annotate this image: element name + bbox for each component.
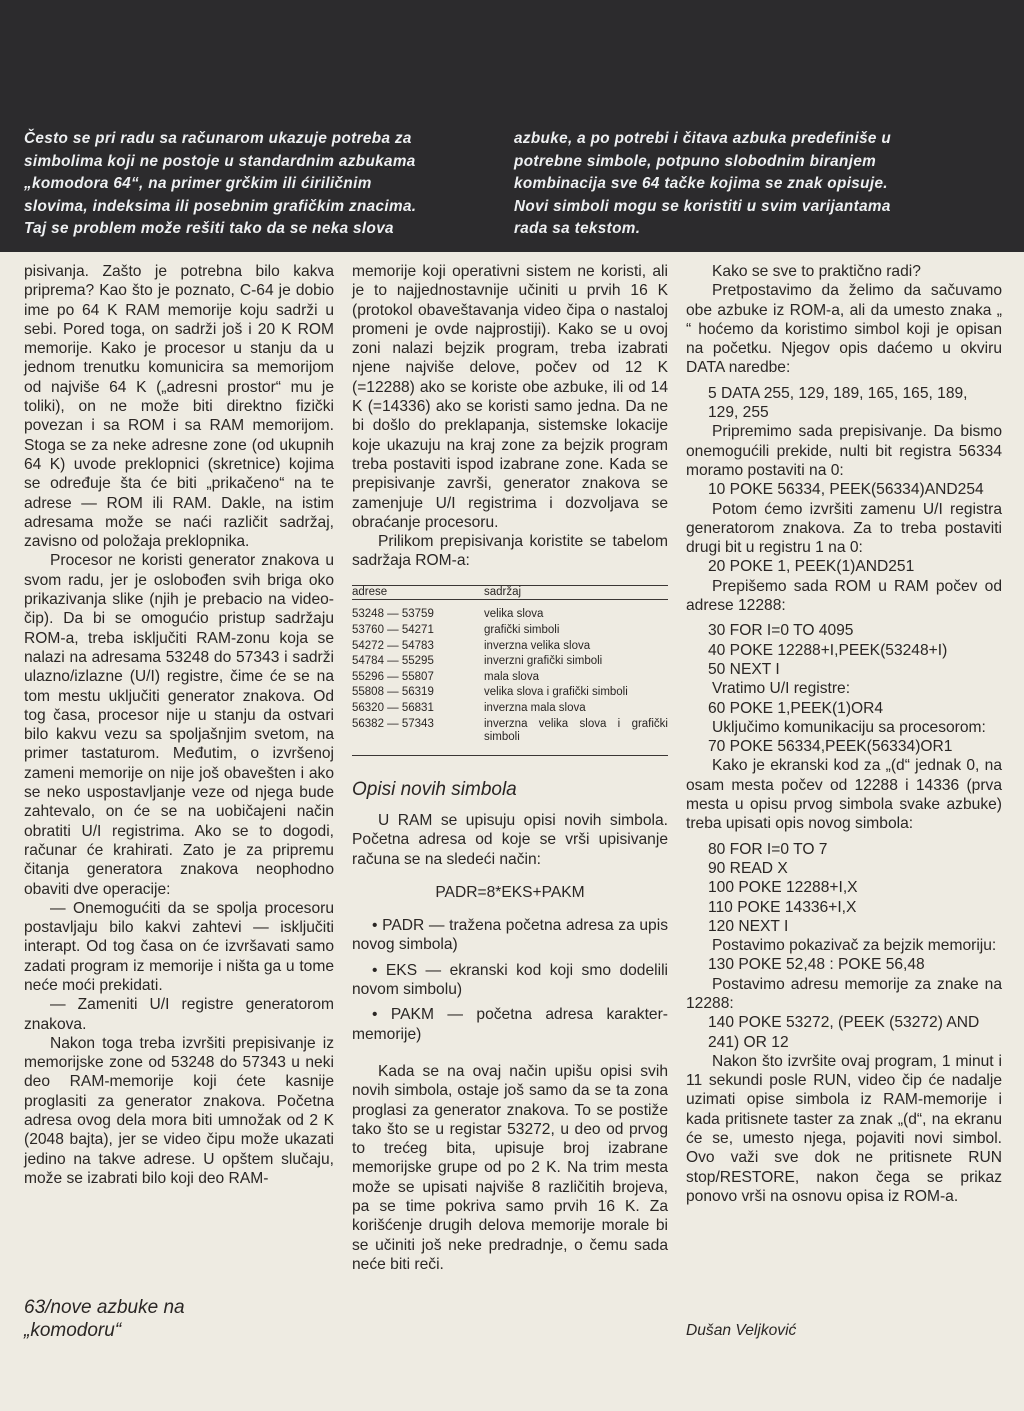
column-1	[24, 262, 334, 1188]
table-row	[352, 640, 668, 656]
code-line-80: 80 FOR I=0 TO 7	[708, 840, 828, 858]
bullet-padr: • PADR — tražena početna adresa za upis novog simbola)	[352, 917, 668, 954]
table-cell-content: inverzna velika slova i grafički simboli	[484, 717, 668, 744]
col3-paragraph-8: Kako je ekranski kod za „(d“ jednak 0, na osam mesta počev od 12288 i 14336 (prva mesta u opisu prvog simbola svake azbuke) treba upisati opis novog simbola:	[686, 757, 1002, 833]
table-cell-content: grafički simboli	[484, 623, 560, 636]
code-line-30: 30 FOR I=0 TO 4095	[708, 622, 854, 640]
col1-paragraph-2: Procesor ne koristi generator znakova u svom radu, jer je oslobođen svih briga oko prikazivanja slike (njih je prebacio na video-čip). Da bi se omogućio pristup sadržaju ROM-a, treba isključiti RAM-zonu koja se nalazi na adresama 53248 do 57343 i sadrži ulazno/izlazne (U/I) registre, čime će se na tom mestu uključiti generator znakova. Od tog časa, procesor nije u stanju da ostvari bilo kakvu vezu sa spoljašnjim svetom, na primer tastaturom. Međutim, o izvršenoj zameni memorije on nije još obavešten i ako se neko uspostavljanje veze od njega bude zahtevalo, on će se na uobičajeni način obratiti U/I registrima. Ako se to dogodi, računar će krahirati. Zato je za pripremu čitanja generatora znakova neophodno obaviti dve operacije:	[24, 552, 334, 898]
col2-paragraph-3: U RAM se upisuju opisi novih simbola. Početna adresa od koje se vrši upisivanje računa se na sledeći način:	[352, 811, 668, 868]
col3-question: Kako se sve to praktično radi?	[712, 263, 921, 280]
lead-right-line-1: azbuke, a po potrebi i čitava azbuka predefiniše u	[514, 130, 892, 147]
col2-paragraph-4: Kada se na ovaj način upišu opisi svih novih simbola, ostaje još samo da se ta zona proglasi za generator znakova. To se postiže tako što se u registar 53272, u deo od prvog to trećeg bita, upisuje broj izabrane memorijske grupe od po 2 K. Na trim mesta može se upisati najviše 8 različitih brojeva, pa se time pokriva samo prvih 16 K. Za korišćenje drugih delova memorije morale bi se učiniti još neke predradnje, o čemu sada neće biti reči.	[352, 1062, 668, 1273]
col3-paragraph-5: Prepišemo sada ROM u RAM počev od adrese 12288:	[686, 577, 1002, 615]
table-row	[352, 655, 668, 671]
table-row	[352, 718, 668, 747]
col3-paragraph-9: Postavimo pokazivač za bejzik memoriju:	[712, 937, 997, 955]
table-cell-address: 53760 — 54271	[352, 623, 434, 636]
page-footer-title	[24, 1296, 185, 1342]
col1-paragraph-1: pisivanja. Zašto je potrebna bilo kakva priprema? Kao što je poznato, C-64 je dobio ime po 64 K RAM memorije koju sadrži u sebi. Pored toga, on sadrži još i 20 K ROM memorije. Kako je procesor u stanju da u jednom trenutku komunicira sa memorijom od najviše 64 K („adresni prostor“ mu je toliki), on ne može biti direktno fizički povezan i sa ROM i sa RAM memorijom. Stoga se za neke adresne zone (od ukupnih 64 K) uvode preklopnici (skretnice) kojima se određuje šta će biti „prikačeno“ na te adrese — ROM ili RAM. Dakle, na istim adresama može se naći različit sadržaj, zavisno od položaja preklopnika.	[24, 263, 334, 551]
author-signature: Dušan Veljković	[686, 1322, 797, 1339]
table-row	[352, 608, 668, 624]
code-line-140: 140 POKE 53272, (PEEK (53272) AND 241) OR 12	[708, 1014, 980, 1051]
lead-left	[24, 128, 504, 241]
table-row	[352, 686, 668, 702]
table-row	[352, 624, 668, 640]
table-row	[352, 671, 668, 687]
code-line-20: 20 POKE 1, PEEK(1)AND251	[708, 558, 915, 576]
code-line-130: 130 POKE 52,48 : POKE 56,48	[708, 956, 925, 974]
footer-line-1: 63/nove azbuke na	[24, 1297, 185, 1318]
table-header-address: adrese	[352, 586, 484, 600]
table-cell-address: 56382 — 57343	[352, 717, 434, 730]
table-cell-address: 54272 — 54783	[352, 639, 434, 652]
table-header-content: sadržaj	[484, 586, 668, 600]
col3-paragraph-6: Vratimo U/I registre:	[712, 680, 851, 698]
code-line-90: 90 READ X	[708, 859, 788, 877]
lead-left-line-5: Taj se problem može rešiti tako da se neka slova	[24, 220, 394, 238]
code-line-110: 110 POKE 14336+I,X	[708, 898, 857, 916]
section-title: Opisi novih simbola	[352, 778, 517, 800]
table-cell-content: mala slova	[484, 670, 539, 683]
lead-right-line-3: kombinacija sve 64 tačke kojima se znak opisuje.	[514, 175, 888, 193]
code-line-5: 5 DATA 255, 129, 189, 165, 165, 189, 129, 255	[708, 384, 968, 422]
table-row	[352, 702, 668, 718]
col3-paragraph-4: Potom ćemo izvršiti zamenu U/I registra generatorom znakova. Za to treba postaviti drugi bit u registru 1 na 0:	[686, 500, 1002, 557]
code-line-50: 50 NEXT I	[708, 660, 780, 678]
lead-right-line-4: Novi simboli mogu se koristiti u svim varijantama	[514, 197, 891, 215]
lead-left-line-4: slovima, indeksima ili posebnim grafičkim znacima.	[24, 197, 417, 215]
lead-right-line-5: rada sa tekstom.	[514, 220, 641, 238]
table-cell-content: velika slova	[484, 608, 544, 621]
rom-table	[352, 585, 668, 756]
col3-paragraph-3: Pripremimo sada prepisivanje. Da bismo onemogućili prekide, nulti bit registra 56334 moramo postaviti na 0:	[686, 423, 1002, 479]
lead-right	[514, 128, 1004, 241]
table-cell-content: inverzna velika slova	[484, 639, 591, 652]
col3-paragraph-11: Nakon što izvršite ovaj program, 1 minut i 11 sekundi posle RUN, video čip će nadalje uzimati opise simbola iz RAM-memorije i kada pritisnete taster za znak „(d“, na ekranu će se, umesto njega, pojaviti novi simbol. Ovo važi sve dok ne pritisnete RUN stop/RESTORE, nakon čega se prikaz ponovo vrši na osnovu opisa iz ROM-a.	[686, 1052, 1002, 1205]
table-cell-content: inverzna mala slova	[484, 701, 586, 714]
column-2	[352, 262, 668, 1274]
footer-line-2: „komodoru“	[24, 1320, 122, 1341]
formula: PADR=8*EKS+PAKM	[435, 883, 585, 901]
table-bottom-rule	[352, 755, 668, 756]
col2-paragraph-1: memorije koji operativni sistem ne koristi, ali je to najjednostavnije učiniti u prvih 16 K (protokol obaveštavanja video čipa o nastaloj promeni je ovde najprostiji). Kako se u ovoj zoni nalazi bejzik program, treba izabrati njene najviše delove, počev od 12 K (=12288) ako se koriste obe azbuke, ili od 14 K (=14336) ako se koristi samo jedna. Da ne bi došlo do preklapanja, sistemske lokacije koje ukazuju na kraj zone za bejzik program treba postaviti ispod izabrane zone. Kada se prepisivanje završi, generator znakova se zamenjuje U/I registrima i dozvoljava se obraćanje procesoru.	[352, 263, 668, 531]
code-line-70: 70 POKE 56334,PEEK(56334)OR1	[708, 738, 953, 756]
lead-left-line-3: „komodora 64“, na primer grčkim ili ćiriličnim	[24, 175, 372, 193]
bullet-eks: • EKS — ekranski kod koji smo dodelili novom simbolu)	[352, 961, 668, 999]
table-cell-content: velika slova i grafički simboli	[484, 686, 628, 699]
lead-left-line-1: Često se pri radu sa računarom ukazuje potreba za	[24, 130, 412, 147]
lead-left-line-2: simbolima koji ne postoje u standardnim azbukama	[24, 152, 416, 170]
column-3	[686, 262, 1002, 1206]
col3-paragraph-2: Pretpostavimo da želimo da sačuvamo obe azbuke iz ROM-a, ali da umesto znaka „ “ hoćemo da koristimo simbol koji je opisan na početku. Njegov opis daćemo u okviru DATA naredbe:	[686, 282, 1002, 377]
col1-paragraph-3: — Onemogućiti da se spolja procesoru postavljaju bilo kakvi zahtevi — isključiti interapt. Od tog časa on će izvršavati samo zadati program iz memorije i ništa ga u tome neće moći prekidati.	[24, 899, 334, 994]
col3-paragraph-7: Uključimo komunikaciju sa procesorom:	[712, 718, 986, 736]
bullet-pakm: • PAKM — početna adresa karakter-memorije)	[352, 1006, 668, 1043]
table-cell-address: 55296 — 55807	[352, 670, 434, 683]
col1-paragraph-4: — Zameniti U/I registre generatorom znakova.	[24, 996, 334, 1033]
table-cell-address: 53248 — 53759	[352, 608, 434, 621]
col2-paragraph-2: Prilikom prepisivanja koristite se tabelom sadržaja ROM-a:	[352, 533, 668, 570]
table-cell-address: 54784 — 55295	[352, 655, 434, 668]
code-line-10: 10 POKE 56334, PEEK(56334)AND254	[708, 481, 984, 499]
col1-paragraph-5: Nakon toga treba izvršiti prepisivanje iz memorijske zone od 53248 do 57343 u neki deo RAM-memorije koji ćete kasnije proglasiti za generator znakova. Početna adresa ovog dela mora biti umnožak od 2 K (2048 bajta), jer se video čipu može ukazati jedino na takve adrese. U opštem slučaju, može se izabrati bilo koji deo RAM-	[24, 1034, 334, 1187]
table-header-row	[352, 586, 668, 600]
table-cell-content: inverzni grafički simboli	[484, 655, 603, 668]
code-line-100: 100 POKE 12288+I,X	[708, 879, 858, 897]
code-line-60: 60 POKE 1,PEEK(1)OR4	[708, 699, 884, 717]
lead-right-line-2: potrebne simbole, potpuno slobodnim biranjem	[514, 152, 877, 170]
code-line-120: 120 NEXT I	[708, 917, 789, 935]
code-line-40: 40 POKE 12288+I,PEEK(53248+I)	[708, 641, 948, 659]
col3-paragraph-10: Postavimo adresu memorije za znake na 12288:	[686, 975, 1002, 1012]
table-cell-address: 56320 — 56831	[352, 701, 434, 714]
table-cell-address: 55808 — 56319	[352, 686, 434, 699]
